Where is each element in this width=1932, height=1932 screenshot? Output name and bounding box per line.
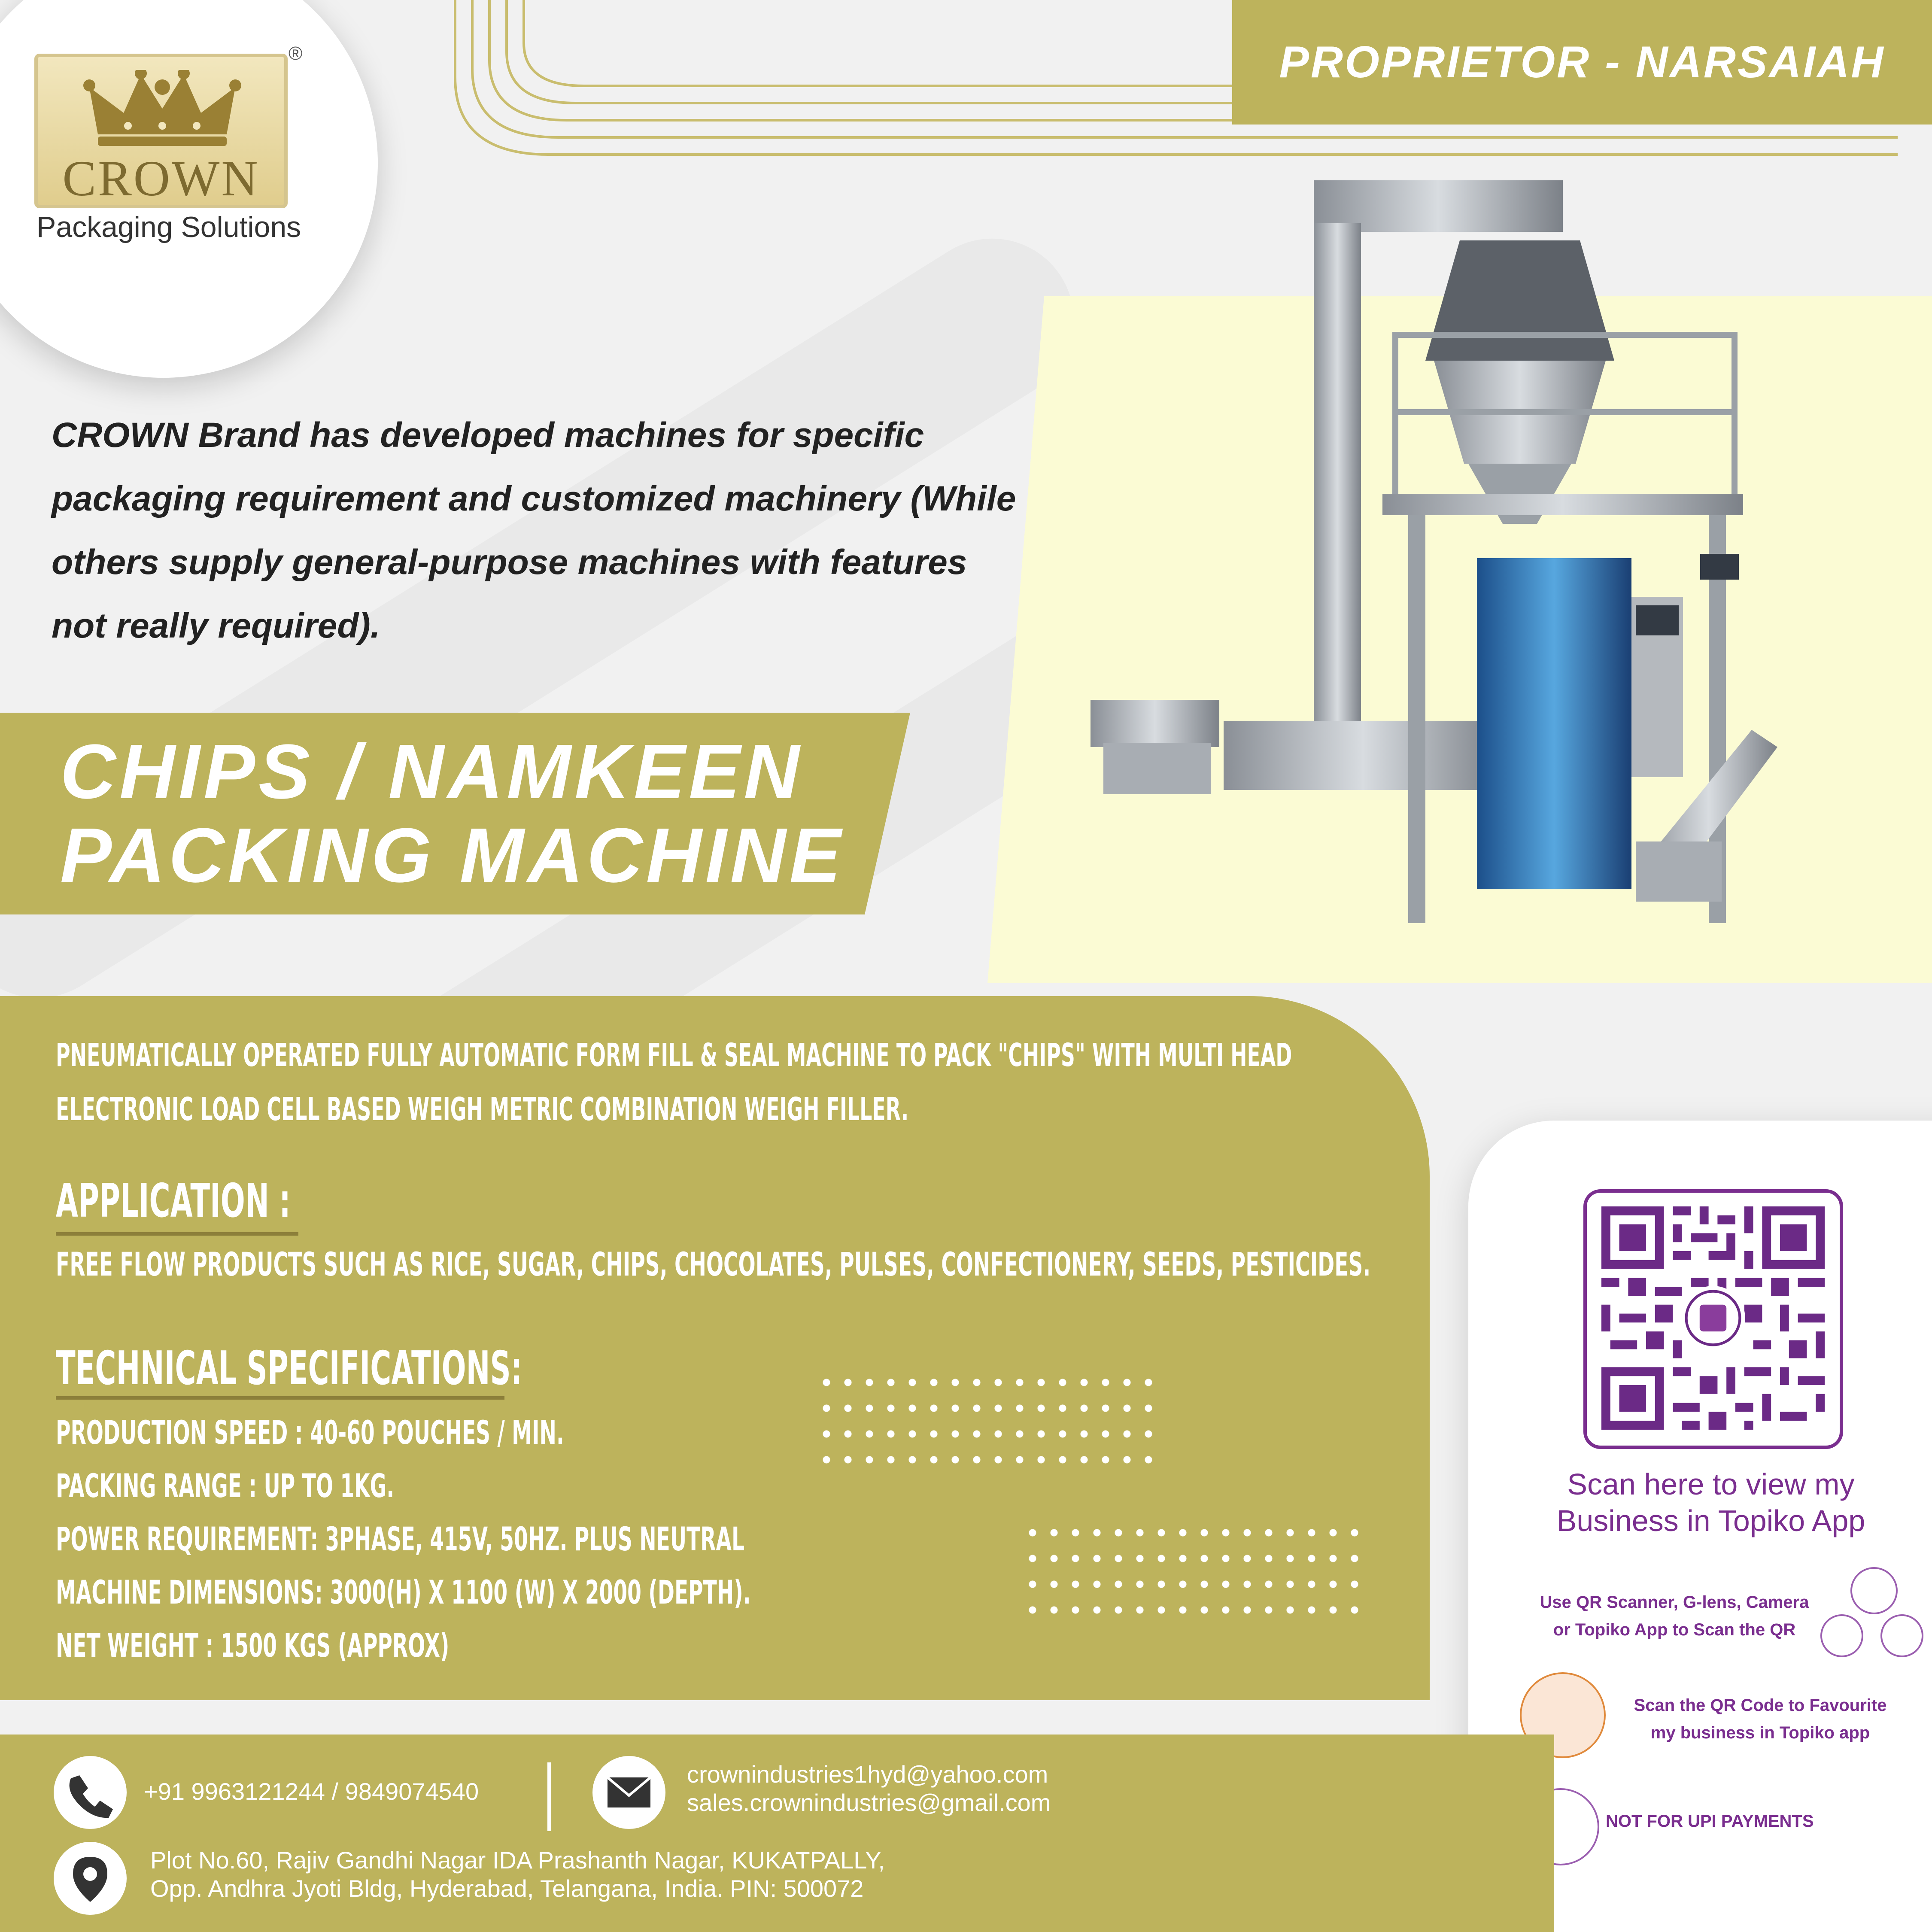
camera-icon	[1880, 1614, 1923, 1657]
registered-mark: ®	[289, 43, 303, 64]
spec-item: POWER REQUIREMENT: 3PHASE, 415V, 50HZ. PLUS NEUTRAL	[56, 1520, 745, 1558]
email-addresses[interactable]	[687, 1760, 1051, 1817]
specs-heading: TECHNICAL SPECIFICATIONS:	[56, 1342, 522, 1395]
spec-item: PRODUCTION SPEED : 40-60 POUCHES / MIN.	[56, 1413, 564, 1452]
spec-item: NET WEIGHT : 1500 KGS (APPROX)	[56, 1626, 450, 1665]
google-lens-icon	[1820, 1614, 1863, 1657]
crown-logo	[34, 54, 288, 208]
location-icon	[54, 1842, 127, 1915]
packing-machine-image	[1082, 172, 1790, 936]
phone-icon[interactable]	[54, 1756, 127, 1829]
application-text: FREE FLOW PRODUCTS SUCH AS RICE, SUGAR, CHIPS, CHOCOLATES, PULSES, CONFECTIONERY, SEEDS, PESTICIDES.	[56, 1245, 1371, 1283]
qr-tip-upi: NOT FOR UPI PAYMENTS	[1606, 1812, 1814, 1831]
address	[150, 1846, 885, 1903]
qr-caption-line1: Scan here to view my	[1567, 1467, 1855, 1501]
product-title-line2: PACKING MACHINE	[60, 812, 844, 899]
qr-tip-favourite-line1: Scan the QR Code to Favourite	[1634, 1696, 1887, 1715]
spec-item: MACHINE DIMENSIONS: 3000(H) X 1100 (W) X 2000 (DEPTH).	[56, 1573, 751, 1611]
intro-text: CROWN Brand has developed machines for specific packaging requirement and customized machinery (While others supply general-purpose machines with features not really required).	[52, 416, 1016, 645]
spec-item: PACKING RANGE : UP TO 1KG.	[56, 1467, 395, 1505]
qr-code[interactable]	[1601, 1206, 1825, 1430]
application-heading: APPLICATION :	[56, 1174, 291, 1228]
address-line2: Opp. Andhra Jyoti Bldg, Hyderabad, Telangana, India. PIN: 500072	[150, 1875, 864, 1902]
phone-number[interactable]: +91 9963121244 / 9849074540	[144, 1778, 479, 1805]
email-gmail[interactable]: sales.crownindustries@gmail.com	[687, 1789, 1051, 1816]
machine-description	[56, 1028, 1292, 1136]
qr-caption	[1494, 1466, 1928, 1539]
decorative-dots	[816, 1370, 1159, 1473]
description-line2: ELECTRONIC LOAD CELL BASED WEIGH METRIC COMBINATION WEIGH FILLER.	[56, 1091, 909, 1128]
specs-list	[56, 1406, 751, 1672]
decorative-dots	[1022, 1520, 1365, 1623]
mail-icon[interactable]	[592, 1756, 665, 1829]
specs-underline	[56, 1396, 504, 1400]
qr-tip-favourite	[1606, 1692, 1915, 1747]
contact-divider	[547, 1762, 551, 1831]
product-title-line1: CHIPS / NAMKEEN	[60, 729, 803, 815]
logo-tagline: Packaging Solutions	[36, 211, 301, 243]
proprietor-banner: PROPRIETOR - NARSAIAH	[1232, 0, 1932, 125]
logo-wordmark: CROWN	[62, 150, 260, 207]
qr-tip-scan-line2: or Topiko App to Scan the QR	[1553, 1620, 1796, 1639]
qr-tip-scan-line1: Use QR Scanner, G-lens, Camera	[1540, 1593, 1809, 1612]
qr-tip-scan	[1490, 1589, 1859, 1643]
email-yahoo[interactable]: crownindustries1hyd@yahoo.com	[687, 1761, 1048, 1788]
description-line1: PNEUMATICALLY OPERATED FULLY AUTOMATIC FORM FILL & SEAL MACHINE TO PACK "CHIPS" WITH MULTI HEAD	[56, 1037, 1292, 1074]
application-underline	[56, 1232, 298, 1236]
product-title	[60, 730, 844, 897]
crown-icon	[81, 70, 244, 147]
qr-tip-favourite-line2: my business in Topiko app	[1650, 1723, 1870, 1742]
qr-caption-line2: Business in Topiko App	[1556, 1504, 1865, 1537]
scanner-icon	[1850, 1567, 1898, 1614]
address-line1: Plot No.60, Rajiv Gandhi Nagar IDA Prashanth Nagar, KUKATPALLY,	[150, 1847, 885, 1874]
